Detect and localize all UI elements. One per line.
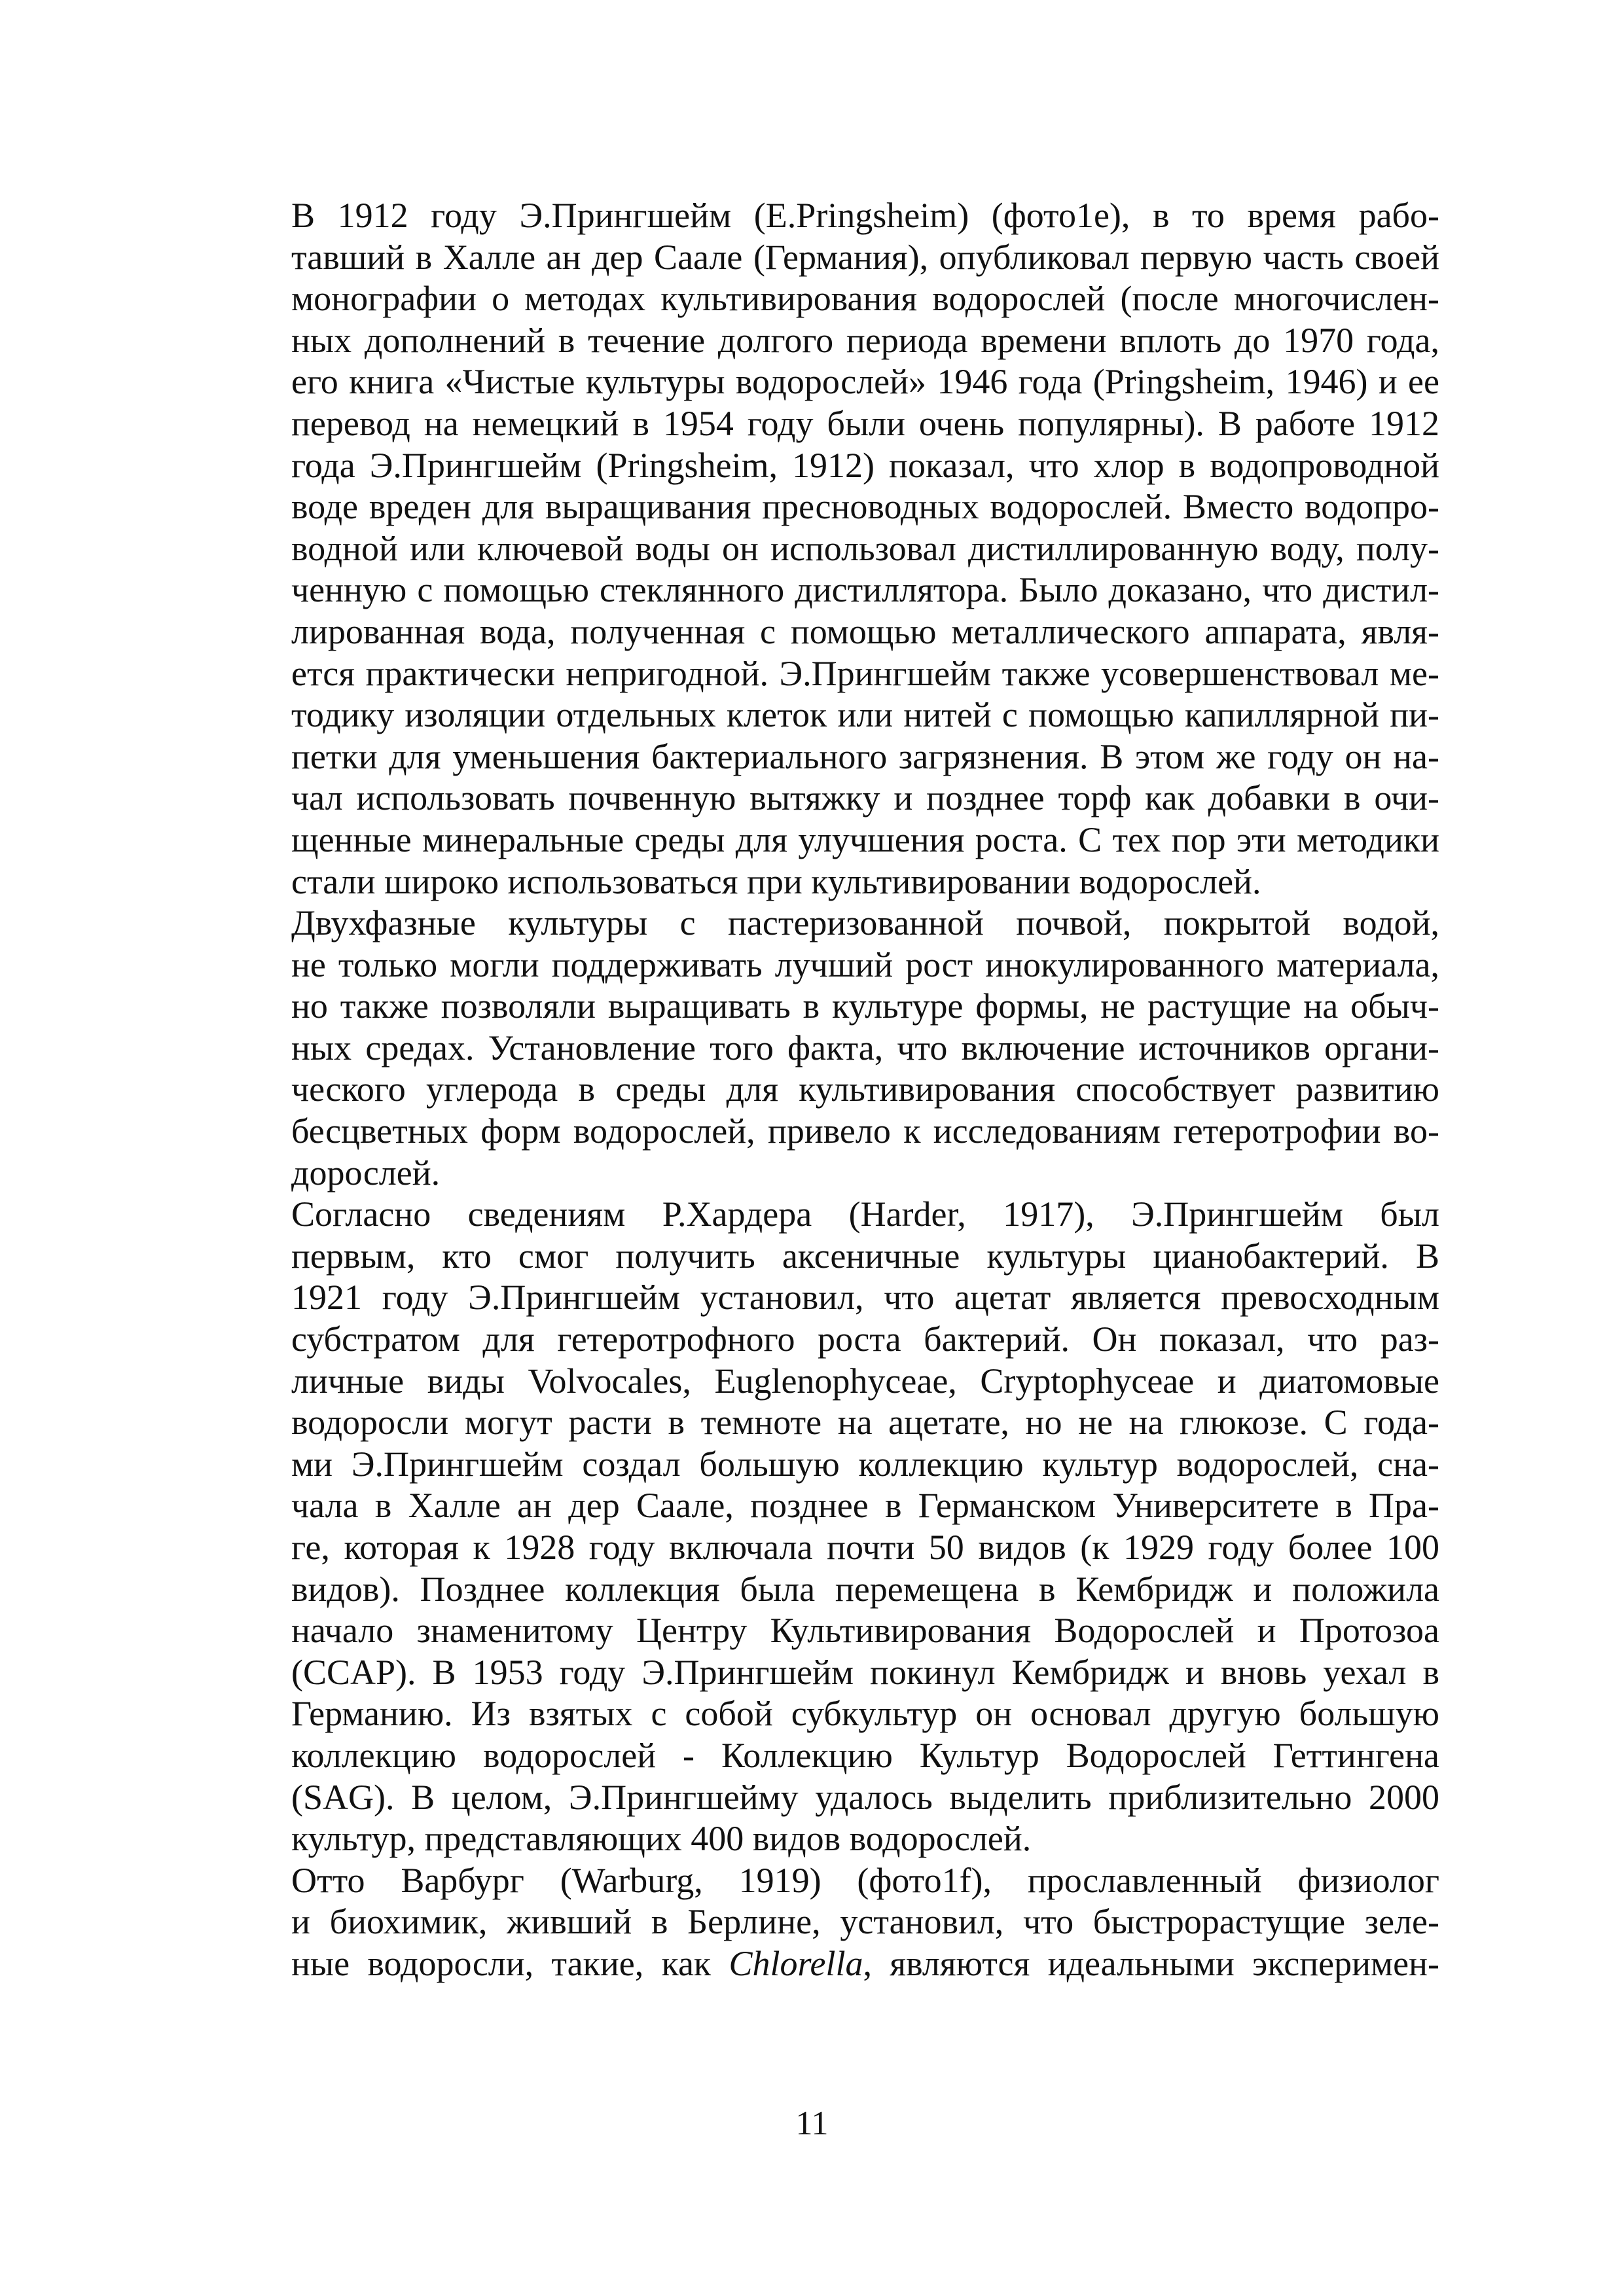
- text-segment: ные водоросли, такие, как: [291, 1943, 729, 1983]
- text-line: дорослей.: [291, 1153, 441, 1193]
- text-line: (CCAP). В 1953 году Э.Прингшейм покинул Кембридж и вновь уехал в: [291, 1652, 1439, 1692]
- text-line: ченную с помощью стеклянного дистиллятора. Было доказано, что дистил-: [291, 570, 1439, 610]
- text-line: начало знаменитому Центру Культивирования Водорослей и Протозоа: [291, 1611, 1439, 1651]
- text-line: ных дополнений в течение долгого периода времени вплоть до 1970 года,: [291, 320, 1439, 360]
- text-line: 1921 году Э.Прингшейм установил, что ацетат является превосходным: [291, 1278, 1439, 1318]
- species-name-italic: Chlorella: [729, 1943, 863, 1983]
- paragraph-harder-1917: [194, 1194, 1439, 1860]
- text-line: монографии о методах культивирования водорослей (после многочислен-: [291, 279, 1439, 319]
- text-line: его книга «Чистые культуры водорослей» 1946 года (Pringsheim, 1946) и ее: [291, 362, 1439, 402]
- text-line: личные виды Volvocales, Euglenophyceae, Cryptophyceae и диатомовые: [291, 1361, 1439, 1401]
- text-line: стали широко использоваться при культивировании водорослей.: [291, 861, 1261, 901]
- text-line: В 1912 году Э.Прингшейм (E.Pringsheim) (фото1e), в то время рабо-: [291, 196, 1439, 235]
- text-line: но также позволяли выращивать в культуре формы, не растущие на обыч-: [291, 986, 1439, 1026]
- text-line: (SAG). В целом, Э.Прингшейму удалось выделить приблизительно 2000: [291, 1777, 1439, 1817]
- text-line: бесцветных форм водорослей, привело к исследованиям гетеротрофии во-: [291, 1111, 1439, 1151]
- text-line: субстратом для гетеротрофного роста бактерий. Он показал, что раз-: [291, 1319, 1439, 1359]
- text-line: первым, кто смог получить аксеничные культуры цианобактерий. В: [291, 1236, 1439, 1276]
- paragraph-pringsheim-1912: [194, 195, 1439, 903]
- text-line: ческого углерода в среды для культивирования способствует развитию: [291, 1069, 1439, 1109]
- text-line: лированная вода, полученная с помощью металлического аппарата, явля-: [291, 611, 1439, 651]
- text-line: чала в Халле ан дер Саале, позднее в Германском Университете в Пра-: [291, 1486, 1439, 1526]
- text-line: культур, представляющих 400 видов водорослей.: [291, 1819, 1032, 1859]
- text-line: чал использовать почвенную вытяжку и позднее торф как добавки в очи-: [291, 778, 1439, 818]
- text-line: и биохимик, живший в Берлине, установил, что быстрорастущие зеле-: [291, 1902, 1439, 1942]
- text-line: Отто Варбург (Warburg, 1919) (фото1f), прославленный физиолог: [291, 1860, 1439, 1900]
- text-line: ется практически непригодной. Э.Прингшейм также усовершенствовал ме-: [291, 653, 1439, 693]
- body-text: [194, 195, 1439, 1985]
- text-line: тавший в Халле ан дер Саале (Германия), опубликовал первую часть своей: [291, 237, 1439, 277]
- text-line: петки для уменьшения бактериального загрязнения. В этом же году он на-: [291, 736, 1439, 776]
- text-line: воде вреден для выращивания пресноводных водорослей. Вместо водопро-: [291, 487, 1439, 527]
- text-line: года Э.Прингшейм (Pringsheim, 1912) показал, что хлор в водопроводной: [291, 445, 1439, 485]
- text-line: Двухфазные культуры с пастеризованной почвой, покрытой водой,: [291, 903, 1439, 943]
- text-line: видов). Позднее коллекция была перемещена в Кембридж и положила: [291, 1569, 1439, 1609]
- text-line: тодику изоляции отдельных клеток или нитей с помощью капиллярной пи-: [291, 695, 1439, 735]
- paragraph-warburg-1919: [194, 1860, 1439, 1985]
- text-line: не только могли поддерживать лучший рост инокулированного материала,: [291, 944, 1439, 984]
- page-number: 11: [795, 2105, 829, 2142]
- text-line: ге, которая к 1928 году включала почти 50 видов (к 1929 году более 100: [291, 1528, 1439, 1567]
- text-segment: , являются идеальными эксперимен-: [863, 1943, 1439, 1983]
- text-line: щенные минеральные среды для улучшения роста. С тех пор эти методики: [291, 819, 1439, 859]
- text-line: Согласно сведениям Р.Хардера (Harder, 1917), Э.Прингшейм был: [291, 1194, 1439, 1234]
- text-line: перевод на немецкий в 1954 году были очень популярны). В работе 1912: [291, 403, 1439, 443]
- text-line: водной или ключевой воды он использовал дистиллированную воду, полу-: [291, 528, 1439, 568]
- text-line-with-italic: [194, 1943, 1439, 1985]
- text-line: Германию. Из взятых с собой субкультур он основал другую большую: [291, 1694, 1439, 1734]
- text-line: ных средах. Установление того факта, что включение источников органи-: [291, 1028, 1439, 1067]
- text-line: водоросли могут расти в темноте на ацетате, но не на глюкозе. С года-: [291, 1403, 1439, 1443]
- text-line: коллекцию водорослей - Коллекцию Культур Водорослей Геттингена: [291, 1735, 1439, 1775]
- text-line: ми Э.Прингшейм создал большую коллекцию культур водорослей, сна-: [291, 1444, 1439, 1484]
- paragraph-two-phase-cultures: [194, 903, 1439, 1194]
